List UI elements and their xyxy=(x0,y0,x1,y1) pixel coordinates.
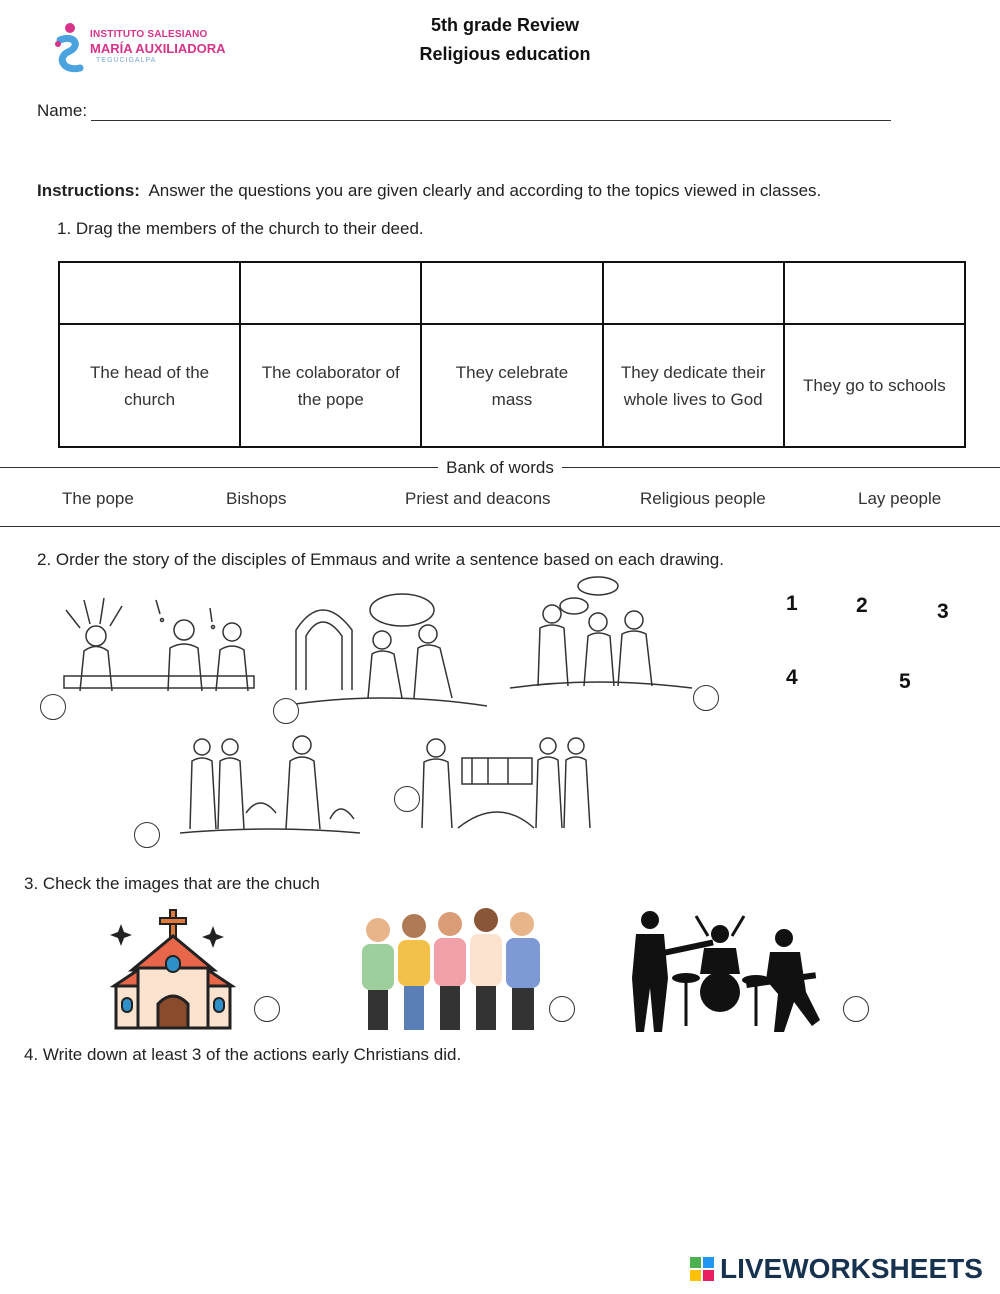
question-2-prompt: 2. Order the story of the disciples of Emmaus and write a sentence based on each drawing. xyxy=(37,550,724,569)
walking-to-emmaus-drawing xyxy=(398,736,604,836)
order-number-1[interactable]: 1 xyxy=(786,592,798,615)
disciples-running-drawing xyxy=(282,590,487,714)
check-circle-people[interactable] xyxy=(549,996,575,1022)
disciples-talking-drawing xyxy=(506,576,696,696)
liveworksheets-brand: LIVEWORKSHEETS xyxy=(720,1253,983,1284)
page-subtitle: Religious education xyxy=(419,44,591,64)
bank-divider-bottom xyxy=(0,526,1000,527)
order-circle-5[interactable] xyxy=(394,786,420,812)
deeds-table xyxy=(58,261,966,448)
drop-zone-4[interactable] xyxy=(603,262,784,324)
question-1-prompt: 1. Drag the members of the church to their deed. xyxy=(57,219,424,238)
question-3-prompt: 3. Check the images that are the chuch xyxy=(24,874,320,893)
order-circle-1[interactable] xyxy=(40,694,66,720)
bank-title-text: Bank of words xyxy=(438,458,562,477)
logo-line-2: MARÍA AUXILIADORA xyxy=(90,41,226,56)
deed-3: They celebrate mass xyxy=(421,324,602,447)
deed-2: The colaborator of the pope xyxy=(240,324,421,447)
jesus-meeting-disciples-drawing xyxy=(180,733,360,839)
name-label: Name: xyxy=(37,101,88,120)
church-building-icon xyxy=(110,908,236,1032)
jesus-breaking-bread-drawing xyxy=(44,596,262,700)
drop-zone-3[interactable] xyxy=(421,262,602,324)
order-circle-3[interactable] xyxy=(693,685,719,711)
music-band-icon xyxy=(616,908,824,1036)
order-number-4[interactable]: 4 xyxy=(786,666,798,689)
question-4-prompt: 4. Write down at least 3 of the actions early Christians did. xyxy=(24,1045,462,1064)
check-circle-band[interactable] xyxy=(843,996,869,1022)
deed-1: The head of the church xyxy=(59,324,240,447)
instructions-label: Instructions: xyxy=(37,181,140,200)
instructions xyxy=(37,181,821,201)
bank-word-lay[interactable]: Lay people xyxy=(858,489,942,508)
order-number-2[interactable]: 2 xyxy=(856,594,868,617)
bank-word-bishops[interactable]: Bishops xyxy=(226,489,287,508)
bank-word-religious[interactable]: Religious people xyxy=(640,489,766,508)
bank-word-pope[interactable]: The pope xyxy=(62,489,134,508)
order-number-3[interactable]: 3 xyxy=(937,600,949,623)
bank-word-priests[interactable]: Priest and deacons xyxy=(405,489,551,508)
deed-5: They go to schools xyxy=(784,324,965,447)
order-number-5[interactable]: 5 xyxy=(899,670,911,693)
group-of-people-icon xyxy=(352,906,550,1030)
order-circle-2[interactable] xyxy=(273,698,299,724)
drop-zone-5[interactable] xyxy=(784,262,965,324)
name-field[interactable] xyxy=(91,120,891,121)
logo-line-3: TEGUCIGALPA xyxy=(96,57,157,64)
bank-of-words-title xyxy=(0,458,1000,478)
order-circle-4[interactable] xyxy=(134,822,160,848)
check-circle-church[interactable] xyxy=(254,996,280,1022)
liveworksheets-logo xyxy=(690,1253,990,1285)
drop-zone-1[interactable] xyxy=(59,262,240,324)
page-title: 5th grade Review xyxy=(430,15,580,35)
instructions-text: Answer the questions you are given clearly and according to the topics viewed in classes. xyxy=(148,181,822,200)
logo-line-1: INSTITUTO SALESIANO xyxy=(90,29,208,40)
deed-4: They dedicate their whole lives to God xyxy=(603,324,784,447)
liveworksheets-blocks-icon xyxy=(690,1257,716,1283)
drop-zone-2[interactable] xyxy=(240,262,421,324)
